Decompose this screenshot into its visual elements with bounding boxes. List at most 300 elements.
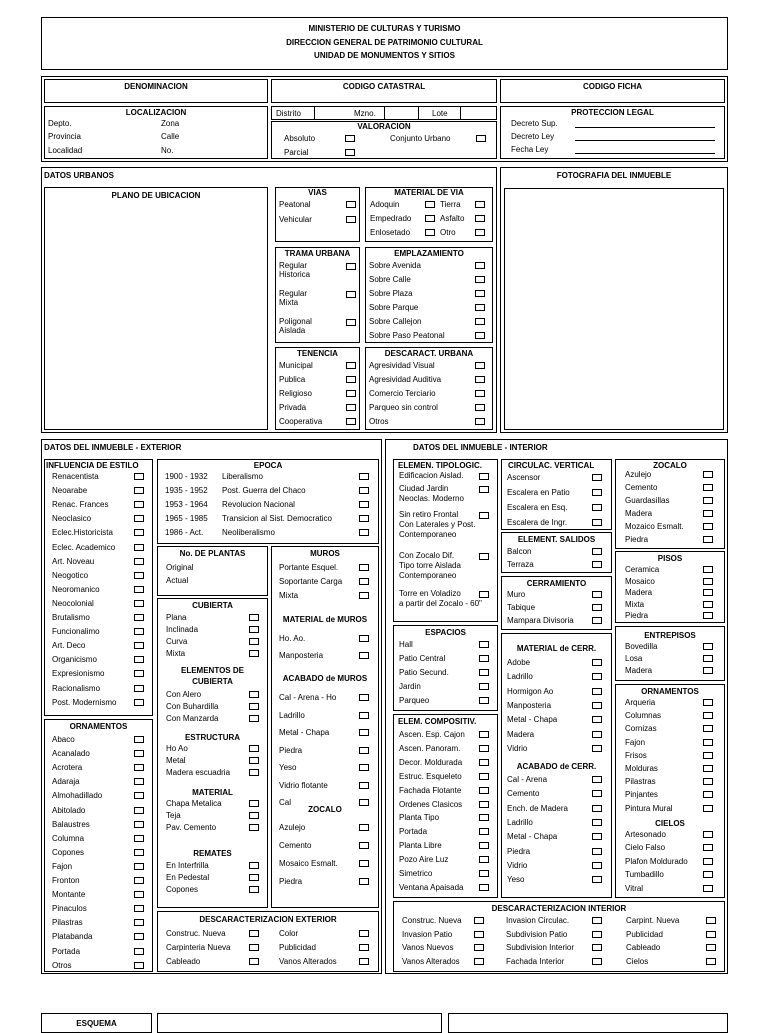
emplazamiento-checkbox-sobre-callejon[interactable] bbox=[475, 318, 485, 325]
influencia-checkbox-renac-frances[interactable] bbox=[134, 501, 144, 508]
espacios-checkbox-parqueo[interactable] bbox=[479, 697, 489, 704]
influencia-checkbox-neogotico[interactable] bbox=[134, 572, 144, 579]
cerr-checkbox-vidrio[interactable] bbox=[592, 745, 602, 752]
influencia-checkbox-neoromanico[interactable] bbox=[134, 586, 144, 593]
ornint-checkbox-fajon[interactable] bbox=[703, 739, 713, 746]
descaract-urbana-checkbox-parqueo-sin-control[interactable] bbox=[475, 404, 485, 411]
influencia-checkbox-neocolonial[interactable] bbox=[134, 600, 144, 607]
ornint-checkbox-frisos[interactable] bbox=[703, 752, 713, 759]
influencia-checkbox-eclec-historicista[interactable] bbox=[134, 529, 144, 536]
descaract-int-label-fachada-interior: Fachada Interior bbox=[506, 956, 565, 966]
cubierta-checkbox-chapa-metalica[interactable] bbox=[249, 800, 259, 807]
ornamento-ext-checkbox-otros[interactable] bbox=[134, 962, 144, 969]
compositiv-title: ELEM. COMPOSITIV. bbox=[398, 717, 477, 726]
cerr-checkbox-cemento[interactable] bbox=[592, 790, 602, 797]
zocalo-int-label-guardasillas: Guardasillas bbox=[625, 496, 670, 505]
tenencia-label-municipal: Municipal bbox=[279, 361, 313, 370]
ornint-checkbox-pinjantes[interactable] bbox=[703, 791, 713, 798]
influencia-checkbox-eclec-academico[interactable] bbox=[134, 544, 144, 551]
pisos-label-mosaico: Mosaico bbox=[625, 576, 655, 586]
entrepisos-checkbox-losa[interactable] bbox=[703, 655, 713, 662]
descaract-urbana-label-comercio-terciario: Comercio Terciario bbox=[369, 389, 436, 398]
circulac-label-ascensor: Ascensor bbox=[507, 473, 541, 482]
zocalo-int-label-mozaico-esmalt: Mozaico Esmalt. bbox=[625, 522, 684, 531]
ornamento-ext-checkbox-platabanda[interactable] bbox=[134, 933, 144, 940]
compositiv-checkbox-pozo-aire-luz[interactable] bbox=[479, 856, 489, 863]
ornamento-ext-label-balaustres: Balaustres bbox=[52, 819, 90, 829]
tipologic-label-3-1: Tipo torre Aislada bbox=[399, 561, 461, 570]
ornint-checkbox-columnas[interactable] bbox=[703, 712, 713, 719]
influencia-label-post-modernismo: Post. Modernismo bbox=[52, 697, 117, 707]
descaract-urbana-checkbox-agresividad-auditiva[interactable] bbox=[475, 376, 485, 383]
trama-checkbox-1[interactable] bbox=[346, 291, 356, 298]
descaract-int-checkbox-subdivision-patio[interactable] bbox=[592, 931, 602, 938]
espacios-checkbox-hall[interactable] bbox=[479, 641, 489, 648]
muros-label-cal-arena-ho: Cal - Arena - Ho bbox=[279, 693, 337, 702]
provincia-label: Provincia bbox=[48, 132, 81, 141]
epoca-years-1: 1935 - 1952 bbox=[165, 486, 208, 495]
salidos-checkbox-terraza[interactable] bbox=[592, 561, 602, 568]
material-via-checkbox-adoquin[interactable] bbox=[425, 201, 435, 208]
cielos-title: CIELOS bbox=[655, 819, 685, 828]
cubierta-checkbox-con-alero[interactable] bbox=[249, 691, 259, 698]
ornamento-ext-label-abitolado: Abitolado bbox=[52, 805, 86, 815]
influencia-checkbox-expresionismo[interactable] bbox=[134, 670, 144, 677]
compositiv-label-estruc-esqueleto: Estruc. Esqueleto bbox=[399, 771, 462, 781]
cerr-checkbox-ladrillo[interactable] bbox=[592, 819, 602, 826]
cerr-label-cal-arena: Cal - Arena bbox=[507, 775, 548, 784]
descaract-int-checkbox-cableado[interactable] bbox=[706, 944, 716, 951]
influencia-checkbox-post-modernismo[interactable] bbox=[134, 699, 144, 706]
ornamento-ext-label-fajon: Fajon bbox=[52, 861, 73, 871]
cerr-checkbox-manposteria[interactable] bbox=[592, 702, 602, 709]
ornint-checkbox-molduras[interactable] bbox=[703, 765, 713, 772]
salidos-checkbox-balcon[interactable] bbox=[592, 548, 602, 555]
ornamento-ext-checkbox-balaustres[interactable] bbox=[134, 821, 144, 828]
tenencia-label-religioso: Religioso bbox=[279, 389, 312, 398]
cubierta-label-curva: Curva bbox=[166, 637, 188, 646]
muros-checkbox-mixta[interactable] bbox=[359, 592, 369, 599]
ornamento-ext-checkbox-copones[interactable] bbox=[134, 849, 144, 856]
descaract-int-checkbox-fachada-interior[interactable] bbox=[592, 958, 602, 965]
ornamento-ext-label-copones: Copones bbox=[52, 847, 85, 857]
material-via-checkbox-otro[interactable] bbox=[475, 229, 485, 236]
muros-checkbox-piedra[interactable] bbox=[359, 878, 369, 885]
compositiv-checkbox-portada[interactable] bbox=[479, 828, 489, 835]
descaract-int-label-publicidad: Publicidad bbox=[626, 929, 663, 939]
muros-checkbox-cal[interactable] bbox=[359, 799, 369, 806]
ornamento-ext-checkbox-pinaculos[interactable] bbox=[134, 905, 144, 912]
decreto-sup-field[interactable] bbox=[575, 127, 715, 128]
ornint-checkbox-cornizas[interactable] bbox=[703, 725, 713, 732]
epoca-checkbox-3[interactable] bbox=[359, 515, 369, 522]
cubierta-checkbox-teja[interactable] bbox=[249, 812, 259, 819]
ornint-label-frisos: Frisos bbox=[625, 750, 647, 760]
cubierta-checkbox-mixta[interactable] bbox=[249, 650, 259, 657]
tipologic-checkbox-2[interactable] bbox=[479, 512, 489, 519]
cubierta-checkbox-madera-escuadria[interactable] bbox=[249, 769, 259, 776]
cubierta-checkbox-curva[interactable] bbox=[249, 638, 259, 645]
muros-checkbox-ho-ao[interactable] bbox=[359, 635, 369, 642]
descaract-ext-checkbox-cableado[interactable] bbox=[249, 958, 259, 965]
codigo-ficha-box[interactable] bbox=[500, 79, 725, 103]
muros-checkbox-cemento[interactable] bbox=[359, 842, 369, 849]
cerr-label-madera: Madera bbox=[507, 729, 535, 739]
descaract-int-checkbox-construc-nueva[interactable] bbox=[474, 917, 484, 924]
cerr-checkbox-madera[interactable] bbox=[592, 731, 602, 738]
compositiv-checkbox-ventana-apaisada[interactable] bbox=[479, 884, 489, 891]
entrepisos-checkbox-madera[interactable] bbox=[703, 667, 713, 674]
cerramiento-label-tabique: Tabique bbox=[507, 603, 536, 612]
descaract-urbana-checkbox-agresividad-visual[interactable] bbox=[475, 362, 485, 369]
cerr-checkbox-piedra[interactable] bbox=[592, 848, 602, 855]
descaract-int-checkbox-invasion-circulac[interactable] bbox=[592, 917, 602, 924]
cubierta-checkbox-metal[interactable] bbox=[249, 757, 259, 764]
ornamento-ext-checkbox-adaraja[interactable] bbox=[134, 778, 144, 785]
material-via-checkbox-asfalto[interactable] bbox=[475, 215, 485, 222]
influencia-checkbox-art-noveau[interactable] bbox=[134, 558, 144, 565]
tenencia-checkbox-municipal[interactable] bbox=[346, 362, 356, 369]
descaract-int-label-invasion-patio: Invasion Patio bbox=[402, 929, 453, 939]
epoca-checkbox-2[interactable] bbox=[359, 501, 369, 508]
descaract-int-label-subdivision-interior: Subdivision Interior bbox=[506, 943, 575, 952]
compositiv-checkbox-ordenes-clasicos[interactable] bbox=[479, 801, 489, 808]
muros-checkbox-yeso[interactable] bbox=[359, 764, 369, 771]
espacios-checkbox-jardin[interactable] bbox=[479, 683, 489, 690]
zocalo-int-checkbox-madera[interactable] bbox=[703, 510, 713, 517]
influencia-checkbox-neoarabe[interactable] bbox=[134, 487, 144, 494]
pisos-checkbox-piedra[interactable] bbox=[703, 612, 713, 619]
muros-checkbox-metal-chapa[interactable] bbox=[359, 729, 369, 736]
compositiv-checkbox-estruc-esqueleto[interactable] bbox=[479, 773, 489, 780]
ornint-checkbox-pilastras[interactable] bbox=[703, 778, 713, 785]
entrepisos-label-losa: Losa bbox=[625, 654, 643, 663]
ornamento-ext-label-platabanda: Platabanda bbox=[52, 932, 93, 942]
esquema-box bbox=[41, 1013, 152, 1033]
pisos-checkbox-ceramica[interactable] bbox=[703, 566, 713, 573]
muros-checkbox-vidrio-flotante[interactable] bbox=[359, 782, 369, 789]
distrito-label: Distrito bbox=[276, 109, 301, 118]
ornamento-ext-checkbox-fronton[interactable] bbox=[134, 877, 144, 884]
tipologic-title: ELEMEN. TIPOLOGIC. bbox=[398, 461, 483, 470]
ornamento-ext-checkbox-montante[interactable] bbox=[134, 891, 144, 898]
cerr-label-adobe: Adobe bbox=[507, 658, 531, 667]
compositiv-checkbox-planta-libre[interactable] bbox=[479, 842, 489, 849]
descaract-urbana-label-agresividad-auditiva: Agresividad Auditiva bbox=[369, 375, 442, 384]
tenencia-checkbox-publica[interactable] bbox=[346, 376, 356, 383]
ornamento-ext-checkbox-fajon[interactable] bbox=[134, 863, 144, 870]
zocalo-int-checkbox-guardasillas[interactable] bbox=[703, 497, 713, 504]
descaract-int-checkbox-cielos[interactable] bbox=[706, 958, 716, 965]
descaract-exterior-box bbox=[157, 911, 379, 972]
espacios-checkbox-patio-central[interactable] bbox=[479, 655, 489, 662]
cerr-checkbox-metal-chapa[interactable] bbox=[592, 716, 602, 723]
ornamento-ext-checkbox-pilastras[interactable] bbox=[134, 919, 144, 926]
descaract-urbana-box bbox=[365, 347, 493, 430]
cubierta-label-madera-escuadria: Madera escuadria bbox=[166, 768, 231, 777]
espacios-checkbox-patio-secund[interactable] bbox=[479, 669, 489, 676]
ornamento-ext-checkbox-columna[interactable] bbox=[134, 835, 144, 842]
descaract-urbana-label-otros: Otros bbox=[369, 417, 389, 426]
zocalo-int-checkbox-mozaico-esmalt[interactable] bbox=[703, 523, 713, 530]
tipologic-checkbox-1[interactable] bbox=[479, 486, 489, 493]
descaract-ext-label-construc-nueva: Construc. Nueva bbox=[166, 929, 226, 938]
compositiv-checkbox-planta-tipo[interactable] bbox=[479, 814, 489, 821]
header-line-2: DIRECCION GENERAL DE PATRIMONIO CULTURAL bbox=[286, 38, 483, 47]
ornamentos-int-box bbox=[615, 684, 725, 898]
zocalo-int-checkbox-cemento[interactable] bbox=[703, 484, 713, 491]
pisos-label-ceramica: Ceramica bbox=[625, 565, 660, 574]
influencia-checkbox-organicismo[interactable] bbox=[134, 656, 144, 663]
cerr-checkbox-ladrillo[interactable] bbox=[592, 673, 602, 680]
pisos-label-mixta: Mixta bbox=[625, 599, 645, 609]
muros-checkbox-mosaico-esmalt[interactable] bbox=[359, 860, 369, 867]
tipologic-checkbox-0[interactable] bbox=[479, 473, 489, 480]
descaract-int-checkbox-vanos-nuevos[interactable] bbox=[474, 944, 484, 951]
influencia-checkbox-brutalismo[interactable] bbox=[134, 614, 144, 621]
circulac-label-escalera-en-esq: Escalera en Esq. bbox=[507, 503, 568, 512]
descaract-int-checkbox-invasion-patio[interactable] bbox=[474, 931, 484, 938]
epoca-period-2: Revolucion Nacional bbox=[222, 500, 295, 509]
cerr-checkbox-ench-de-madera[interactable] bbox=[592, 805, 602, 812]
compositiv-checkbox-decor-moldurada[interactable] bbox=[479, 759, 489, 766]
tenencia-label-cooperativa: Cooperativa bbox=[279, 417, 323, 426]
trama-checkbox-0[interactable] bbox=[346, 263, 356, 270]
cerramiento-checkbox-tabique[interactable] bbox=[592, 604, 602, 611]
emplazamiento-checkbox-sobre-avenida[interactable] bbox=[475, 262, 485, 269]
cerr-checkbox-cal-arena[interactable] bbox=[592, 776, 602, 783]
influencia-checkbox-art-deco[interactable] bbox=[134, 642, 144, 649]
zona-label: Zona bbox=[161, 119, 180, 128]
zocalo-int-label-azulejo: Azulejo bbox=[625, 470, 652, 479]
influencia-label-expresionismo: Expresionismo bbox=[52, 669, 105, 679]
emplazamiento-checkbox-sobre-calle[interactable] bbox=[475, 276, 485, 283]
cerr-checkbox-vidrio[interactable] bbox=[592, 862, 602, 869]
circulac-checkbox-escalera-en-patio[interactable] bbox=[592, 489, 602, 496]
circulac-box bbox=[501, 459, 612, 530]
ornint-checkbox-tumbadillo[interactable] bbox=[703, 871, 713, 878]
pisos-checkbox-mosaico[interactable] bbox=[703, 578, 713, 585]
ornamento-ext-label-abaco: Abaco bbox=[52, 735, 75, 744]
cerr-checkbox-hormigon-ao[interactable] bbox=[592, 688, 602, 695]
cerramiento-checkbox-muro[interactable] bbox=[592, 591, 602, 598]
material-via-label-adoquin: Adoquin bbox=[370, 200, 400, 209]
muros-checkbox-piedra[interactable] bbox=[359, 747, 369, 754]
compositiv-label-planta-tipo: Planta Tipo bbox=[399, 813, 440, 823]
descaract-int-checkbox-carpint-nueva[interactable] bbox=[706, 917, 716, 924]
ornamento-ext-checkbox-acrotera[interactable] bbox=[134, 764, 144, 771]
espacios-title: ESPACIOS bbox=[425, 628, 466, 637]
cubierta-checkbox-copones[interactable] bbox=[249, 886, 259, 893]
localizacion-title: LOCALIZACION bbox=[125, 108, 187, 117]
fotografia-box[interactable] bbox=[500, 167, 728, 433]
cubierta-label-mixta: Mixta bbox=[166, 649, 186, 658]
pisos-checkbox-mixta[interactable] bbox=[703, 601, 713, 608]
tenencia-checkbox-privada[interactable] bbox=[346, 404, 356, 411]
ornamento-ext-checkbox-acanalado[interactable] bbox=[134, 750, 144, 757]
zocalo-int-checkbox-azulejo[interactable] bbox=[703, 471, 713, 478]
entrepisos-title: ENTREPISOS bbox=[644, 631, 696, 640]
influencia-checkbox-neoclasico[interactable] bbox=[134, 515, 144, 522]
descaract-ext-checkbox-color[interactable] bbox=[359, 930, 369, 937]
descaract-interior-title: DESCARACTERIZACION INTERIOR bbox=[491, 904, 627, 913]
mzno-label: Mzno. bbox=[354, 109, 376, 118]
compositiv-label-fachada-flotante: Fachada Flotante bbox=[399, 785, 462, 795]
influencia-label-eclec-academico: Eclec. Academico bbox=[52, 542, 116, 552]
plano-ubicacion-box[interactable] bbox=[44, 187, 268, 430]
tipologic-label-1-0: Ciudad Jardin bbox=[399, 484, 449, 493]
circulac-checkbox-escalera-de-ingr[interactable] bbox=[592, 519, 602, 526]
zocalo-int-checkbox-piedra[interactable] bbox=[703, 536, 713, 543]
datos-urbanos-title: DATOS URBANOS bbox=[44, 171, 114, 180]
calle-label: Calle bbox=[161, 132, 180, 141]
muros-label-soportante-carga: Soportante Carga bbox=[279, 577, 343, 586]
compositiv-checkbox-fachada-flotante[interactable] bbox=[479, 787, 489, 794]
cerr-label-metal-chapa: Metal - Chapa bbox=[507, 715, 558, 725]
descaract-int-label-invasion-circulac: Invasion Circulac. bbox=[506, 916, 570, 925]
muros-checkbox-manposteria[interactable] bbox=[359, 652, 369, 659]
descaract-int-checkbox-publicidad[interactable] bbox=[706, 931, 716, 938]
salidos-title: ELEMENT. SALIDOS bbox=[517, 535, 596, 544]
ornint-label-molduras: Molduras bbox=[625, 764, 658, 773]
epoca-box bbox=[157, 459, 379, 544]
fecha-ley-field[interactable] bbox=[575, 153, 715, 154]
ornint-checkbox-pintura-mural[interactable] bbox=[703, 805, 713, 812]
influencia-checkbox-funcionalimo[interactable] bbox=[134, 628, 144, 635]
trama-label-historica-0: Historica bbox=[279, 270, 311, 279]
ornamento-ext-checkbox-abitolado[interactable] bbox=[134, 807, 144, 814]
material-via-checkbox-empedrado[interactable] bbox=[425, 215, 435, 222]
influencia-checkbox-renacentista[interactable] bbox=[134, 473, 144, 480]
parcial-checkbox[interactable] bbox=[345, 149, 355, 156]
trama-checkbox-2[interactable] bbox=[346, 319, 356, 326]
trama-label-mixta-1: Mixta bbox=[279, 298, 299, 307]
decreto-ley-field[interactable] bbox=[575, 140, 715, 141]
tipologic-checkbox-3[interactable] bbox=[479, 553, 489, 560]
emplazamiento-label-sobre-paso-peatonal: Sobre Paso Peatonal bbox=[369, 331, 445, 340]
tipologic-label-3-2: Contemporaneo bbox=[399, 571, 457, 580]
circulac-checkbox-ascensor[interactable] bbox=[592, 474, 602, 481]
compositiv-label-ascen-panoram: Ascen. Panoram. bbox=[399, 743, 461, 753]
descaract-urbana-checkbox-otros[interactable] bbox=[475, 418, 485, 425]
compositiv-checkbox-ascen-panoram[interactable] bbox=[479, 745, 489, 752]
plantas-label-actual: Actual bbox=[166, 576, 189, 585]
cubierta-checkbox-con-manzarda[interactable] bbox=[249, 715, 259, 722]
vias-checkbox-vehicular[interactable] bbox=[346, 216, 356, 223]
cubierta-label-con-alero: Con Alero bbox=[166, 690, 202, 699]
emplazamiento-label-sobre-calle: Sobre Calle bbox=[369, 275, 411, 284]
tenencia-checkbox-cooperativa[interactable] bbox=[346, 418, 356, 425]
descaract-urbana-checkbox-comercio-terciario[interactable] bbox=[475, 390, 485, 397]
cubierta-checkbox-con-buhardilla[interactable] bbox=[249, 703, 259, 710]
cubierta-label-teja: Teja bbox=[166, 811, 181, 820]
descaract-int-label-cielos: Cielos bbox=[626, 956, 649, 966]
influencia-checkbox-racionalismo[interactable] bbox=[134, 685, 144, 692]
emplazamiento-checkbox-sobre-paso-peatonal[interactable] bbox=[475, 332, 485, 339]
vias-checkbox-peatonal[interactable] bbox=[346, 201, 356, 208]
descaract-int-checkbox-subdivision-interior[interactable] bbox=[592, 944, 602, 951]
compositiv-label-portada: Portada bbox=[399, 827, 428, 837]
ornamento-ext-checkbox-abaco[interactable] bbox=[134, 736, 144, 743]
conjunto-urbano-checkbox[interactable] bbox=[476, 135, 486, 142]
epoca-checkbox-1[interactable] bbox=[359, 487, 369, 494]
muros-checkbox-azulejo[interactable] bbox=[359, 824, 369, 831]
cubierta-checkbox-pav-cemento[interactable] bbox=[249, 824, 259, 831]
muros-checkbox-portante-esquel[interactable] bbox=[359, 564, 369, 571]
descaract-ext-checkbox-carpinteria-nueva[interactable] bbox=[249, 944, 259, 951]
compositiv-checkbox-simetrico[interactable] bbox=[479, 870, 489, 877]
cerr-label-yeso: Yeso bbox=[507, 875, 525, 885]
cerr-checkbox-metal-chapa[interactable] bbox=[592, 833, 602, 840]
ornint-checkbox-cielo-falso[interactable] bbox=[703, 844, 713, 851]
cerr-checkbox-yeso[interactable] bbox=[592, 876, 602, 883]
ornamento-ext-checkbox-almohadillado[interactable] bbox=[134, 792, 144, 799]
cerramiento-label-mampara-divisoria: Mampara Divisoria bbox=[507, 616, 574, 625]
ornamento-ext-checkbox-portada[interactable] bbox=[134, 948, 144, 955]
cubierta-checkbox-ho-ao[interactable] bbox=[249, 745, 259, 752]
material-via-label-asfalto: Asfalto bbox=[440, 214, 465, 223]
descaract-ext-checkbox-construc-nueva[interactable] bbox=[249, 930, 259, 937]
cerr-label-ench-de-madera: Ench. de Madera bbox=[507, 803, 568, 813]
tipologic-label-3-0: Con Zocalo Dif. bbox=[399, 551, 455, 560]
ornint-checkbox-arqueria[interactable] bbox=[703, 699, 713, 706]
ornint-checkbox-artesonado[interactable] bbox=[703, 831, 713, 838]
epoca-checkbox-0[interactable] bbox=[359, 473, 369, 480]
cerramiento-checkbox-mampara-divisoria[interactable] bbox=[592, 617, 602, 624]
cubierta-title: CUBIERTA bbox=[192, 601, 233, 610]
cubierta-label-plana: Plana bbox=[166, 613, 187, 622]
cubierta-checkbox-en-interfrilla[interactable] bbox=[249, 862, 259, 869]
ornint-checkbox-vitral[interactable] bbox=[703, 885, 713, 892]
muros-checkbox-ladrillo[interactable] bbox=[359, 712, 369, 719]
emplazamiento-checkbox-sobre-parque[interactable] bbox=[475, 304, 485, 311]
material-via-checkbox-enlosetado[interactable] bbox=[425, 229, 435, 236]
emplazamiento-checkbox-sobre-plaza[interactable] bbox=[475, 290, 485, 297]
entrepisos-checkbox-bovedilla[interactable] bbox=[703, 643, 713, 650]
material-via-checkbox-tierra[interactable] bbox=[475, 201, 485, 208]
descaract-ext-checkbox-vanos-alterados[interactable] bbox=[359, 958, 369, 965]
ornint-label-fajon: Fajon bbox=[625, 737, 646, 747]
fotografia-frame[interactable] bbox=[504, 188, 724, 430]
cubierta-checkbox-en-pedestal[interactable] bbox=[249, 874, 259, 881]
compositiv-checkbox-ascen-esp-cajon[interactable] bbox=[479, 731, 489, 738]
cerr-label-cemento: Cemento bbox=[507, 789, 540, 799]
cerr-label-vidrio: Vidrio bbox=[507, 743, 528, 753]
ornint-checkbox-plafon-moldurado[interactable] bbox=[703, 858, 713, 865]
tipologic-checkbox-4[interactable] bbox=[479, 591, 489, 598]
ornamento-ext-label-acanalado: Acanalado bbox=[52, 749, 90, 759]
epoca-checkbox-4[interactable] bbox=[359, 529, 369, 536]
circulac-checkbox-escalera-en-esq[interactable] bbox=[592, 504, 602, 511]
descaract-ext-checkbox-publicidad[interactable] bbox=[359, 944, 369, 951]
muros-checkbox-cal-arena-ho[interactable] bbox=[359, 694, 369, 701]
muros-checkbox-soportante-carga[interactable] bbox=[359, 578, 369, 585]
descaract-int-checkbox-vanos-alterados[interactable] bbox=[474, 958, 484, 965]
pisos-checkbox-madera[interactable] bbox=[703, 589, 713, 596]
cubierta-checkbox-inclinada[interactable] bbox=[249, 626, 259, 633]
emplazamiento-label-sobre-avenida: Sobre Avenida bbox=[369, 261, 421, 270]
decreto-sup-label: Decreto Sup. bbox=[511, 119, 558, 128]
ornamento-ext-label-pilastras: Pilastras bbox=[52, 918, 83, 928]
absoluto-checkbox[interactable] bbox=[345, 135, 355, 142]
cubierta-checkbox-plana[interactable] bbox=[249, 614, 259, 621]
tenencia-checkbox-religioso[interactable] bbox=[346, 390, 356, 397]
muros-title: MUROS bbox=[310, 549, 340, 558]
denominacion-box[interactable] bbox=[44, 79, 268, 103]
epoca-years-3: 1965 - 1985 bbox=[165, 514, 208, 523]
cerr-checkbox-adobe[interactable] bbox=[592, 659, 602, 666]
epoca-years-0: 1900 - 1932 bbox=[165, 472, 208, 481]
